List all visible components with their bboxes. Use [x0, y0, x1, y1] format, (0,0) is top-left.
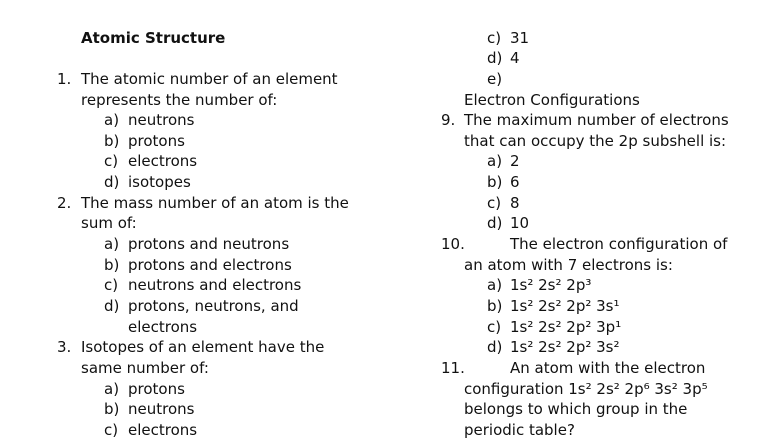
question-text: The mass number of an atom is the — [81, 194, 349, 212]
question-text: sum of: — [81, 214, 137, 232]
option-letter: c) — [487, 29, 502, 47]
option-letter: d) — [487, 49, 503, 67]
option-letter: a) — [104, 235, 120, 253]
question-text: The electron configuration of — [510, 235, 728, 253]
option-letter: c) — [487, 318, 502, 336]
option-text: protons and electrons — [128, 256, 292, 274]
option-letter: e) — [487, 70, 503, 88]
question-number: 3. — [57, 338, 72, 356]
option-text: electrons — [128, 421, 198, 439]
option-text: neutrons — [128, 111, 195, 129]
option-text: 1s² 2s² 2p³ — [510, 276, 592, 294]
option-letter: d) — [104, 173, 120, 191]
option-letter: a) — [104, 380, 120, 398]
option-letter: b) — [104, 132, 120, 150]
option-letter: a) — [487, 152, 503, 170]
question-text: The maximum number of electrons — [464, 111, 729, 129]
option-text: 31 — [510, 29, 530, 47]
question-number: 2. — [57, 194, 72, 212]
question-text: belongs to which group in the — [464, 400, 688, 418]
option-text: 4 — [510, 49, 520, 67]
option-text: 1s² 2s² 2p² 3p¹ — [510, 318, 622, 336]
option-letter: b) — [104, 256, 120, 274]
option-text: protons — [128, 132, 185, 150]
question-text: The atomic number of an element — [81, 70, 338, 88]
option-text: electrons — [128, 318, 198, 336]
option-text: isotopes — [128, 173, 191, 191]
question-text: Isotopes of an element have the — [81, 338, 325, 356]
option-text: protons and neutrons — [128, 235, 290, 253]
option-text: 2 — [510, 152, 520, 170]
option-text: neutrons — [128, 400, 195, 418]
option-letter: d) — [487, 338, 503, 356]
question-text: configuration 1s² 2s² 2p⁶ 3s² 3p⁵ — [464, 380, 708, 398]
option-text: protons, neutrons, and — [128, 297, 299, 315]
option-letter: c) — [104, 152, 119, 170]
option-letter: c) — [104, 421, 119, 439]
option-letter: c) — [487, 194, 502, 212]
option-text: protons — [128, 380, 185, 398]
section-heading: Electron Configurations — [464, 91, 640, 109]
question-text: represents the number of: — [81, 91, 278, 109]
option-text: 8 — [510, 194, 520, 212]
option-letter: c) — [104, 276, 119, 294]
option-letter: b) — [104, 400, 120, 418]
question-text: periodic table? — [464, 421, 575, 439]
option-text: 6 — [510, 173, 520, 191]
option-letter: b) — [487, 297, 503, 315]
option-text: 1s² 2s² 2p² 3s¹ — [510, 297, 620, 315]
question-number: 11. — [441, 359, 465, 377]
option-letter: a) — [487, 276, 503, 294]
option-letter: a) — [104, 111, 120, 129]
question-number: 10. — [441, 235, 465, 253]
option-text: 1s² 2s² 2p² 3s² — [510, 338, 620, 356]
section-title: Atomic Structure — [81, 29, 226, 47]
question-text: an atom with 7 electrons is: — [464, 256, 673, 274]
question-text: same number of: — [81, 359, 209, 377]
question-number: 1. — [57, 70, 72, 88]
option-text: neutrons and electrons — [128, 276, 302, 294]
option-text: 10 — [510, 214, 530, 232]
option-letter: d) — [104, 297, 120, 315]
question-text: An atom with the electron — [510, 359, 706, 377]
option-letter: d) — [487, 214, 503, 232]
question-text: that can occupy the 2p subshell is: — [464, 132, 727, 150]
option-letter: b) — [487, 173, 503, 191]
question-number: 9. — [441, 111, 456, 129]
option-text: electrons — [128, 152, 198, 170]
